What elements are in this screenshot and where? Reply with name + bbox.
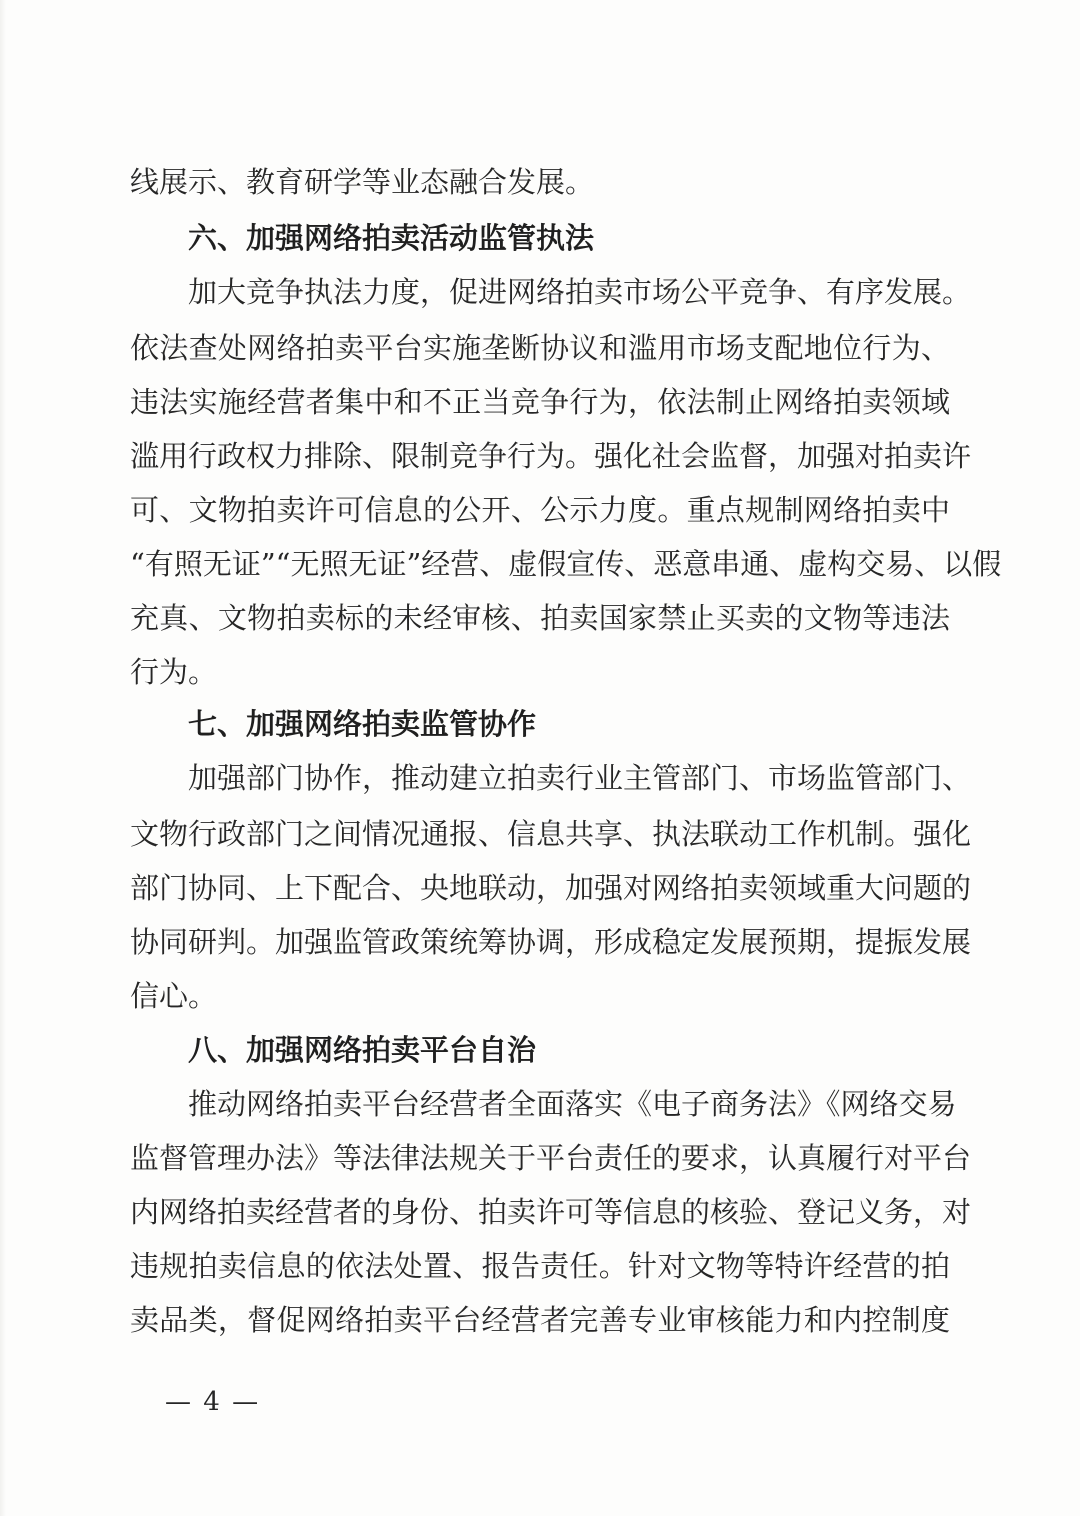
body-line-18: 推动网络拍卖平台经营者全面落实《电子商务法》《网络交易 [188, 1087, 957, 1121]
body-line-5: 违法实施经营者集中和不正当竞争行为，依法制止网络拍卖领域 [130, 385, 950, 419]
body-line-7: 可、文物拍卖许可信息的公开、公示力度。重点规制网络拍卖中 [130, 493, 950, 527]
body-line-12: 加强部门协作，推动建立拍卖行业主管部门、市场监管部门、 [188, 761, 972, 795]
body-line-3: 加大竞争执法力度，促进网络拍卖市场公平竞争、有序发展。 [188, 275, 972, 309]
body-line-13: 文物行政部门之间情况通报、信息共享、执法联动工作机制。强化 [130, 817, 972, 851]
section-heading-7: 七、加强网络拍卖监管协作 [188, 707, 537, 741]
body-line-6: 滥用行政权力排除、限制竞争行为。强化社会监督，加强对拍卖许 [130, 439, 972, 473]
body-line-4: 依法查处网络拍卖平台实施垄断协议和滥用市场支配地位行为、 [130, 331, 950, 365]
body-line-10: 行为。 [130, 655, 218, 689]
body-line-8: “有照无证”“无照无证”经营、虚假宣传、恶意串通、虚构交易、以假 [130, 547, 1002, 581]
section-heading-6: 六、加强网络拍卖活动监管执法 [188, 221, 595, 255]
body-line-15: 协同研判。加强监管政策统筹协调，形成稳定发展预期，提振发展 [130, 925, 972, 959]
body-line-22: 卖品类，督促网络拍卖平台经营者完善专业审核能力和内控制度 [130, 1303, 950, 1337]
body-line-16: 信心。 [130, 979, 218, 1013]
body-line-21: 违规拍卖信息的依法处置、报告责任。针对文物等特许经营的拍 [130, 1249, 950, 1283]
body-line-19: 监督管理办法》等法律法规关于平台责任的要求，认真履行对平台 [130, 1141, 972, 1175]
body-line-14: 部门协同、上下配合、央地联动，加强对网络拍卖领域重大问题的 [130, 871, 972, 905]
body-line-20: 内网络拍卖经营者的身份、拍卖许可等信息的核验、登记义务，对 [130, 1195, 972, 1229]
page-edge-shadow [0, 0, 6, 1516]
body-line-9: 充真、文物拍卖标的未经审核、拍卖国家禁止买卖的文物等违法 [130, 601, 950, 635]
body-line-1: 线展示、教育研学等业态融合发展。 [130, 165, 595, 199]
section-heading-8: 八、加强网络拍卖平台自治 [188, 1033, 537, 1067]
page-number: — 4 — [165, 1387, 261, 1417]
